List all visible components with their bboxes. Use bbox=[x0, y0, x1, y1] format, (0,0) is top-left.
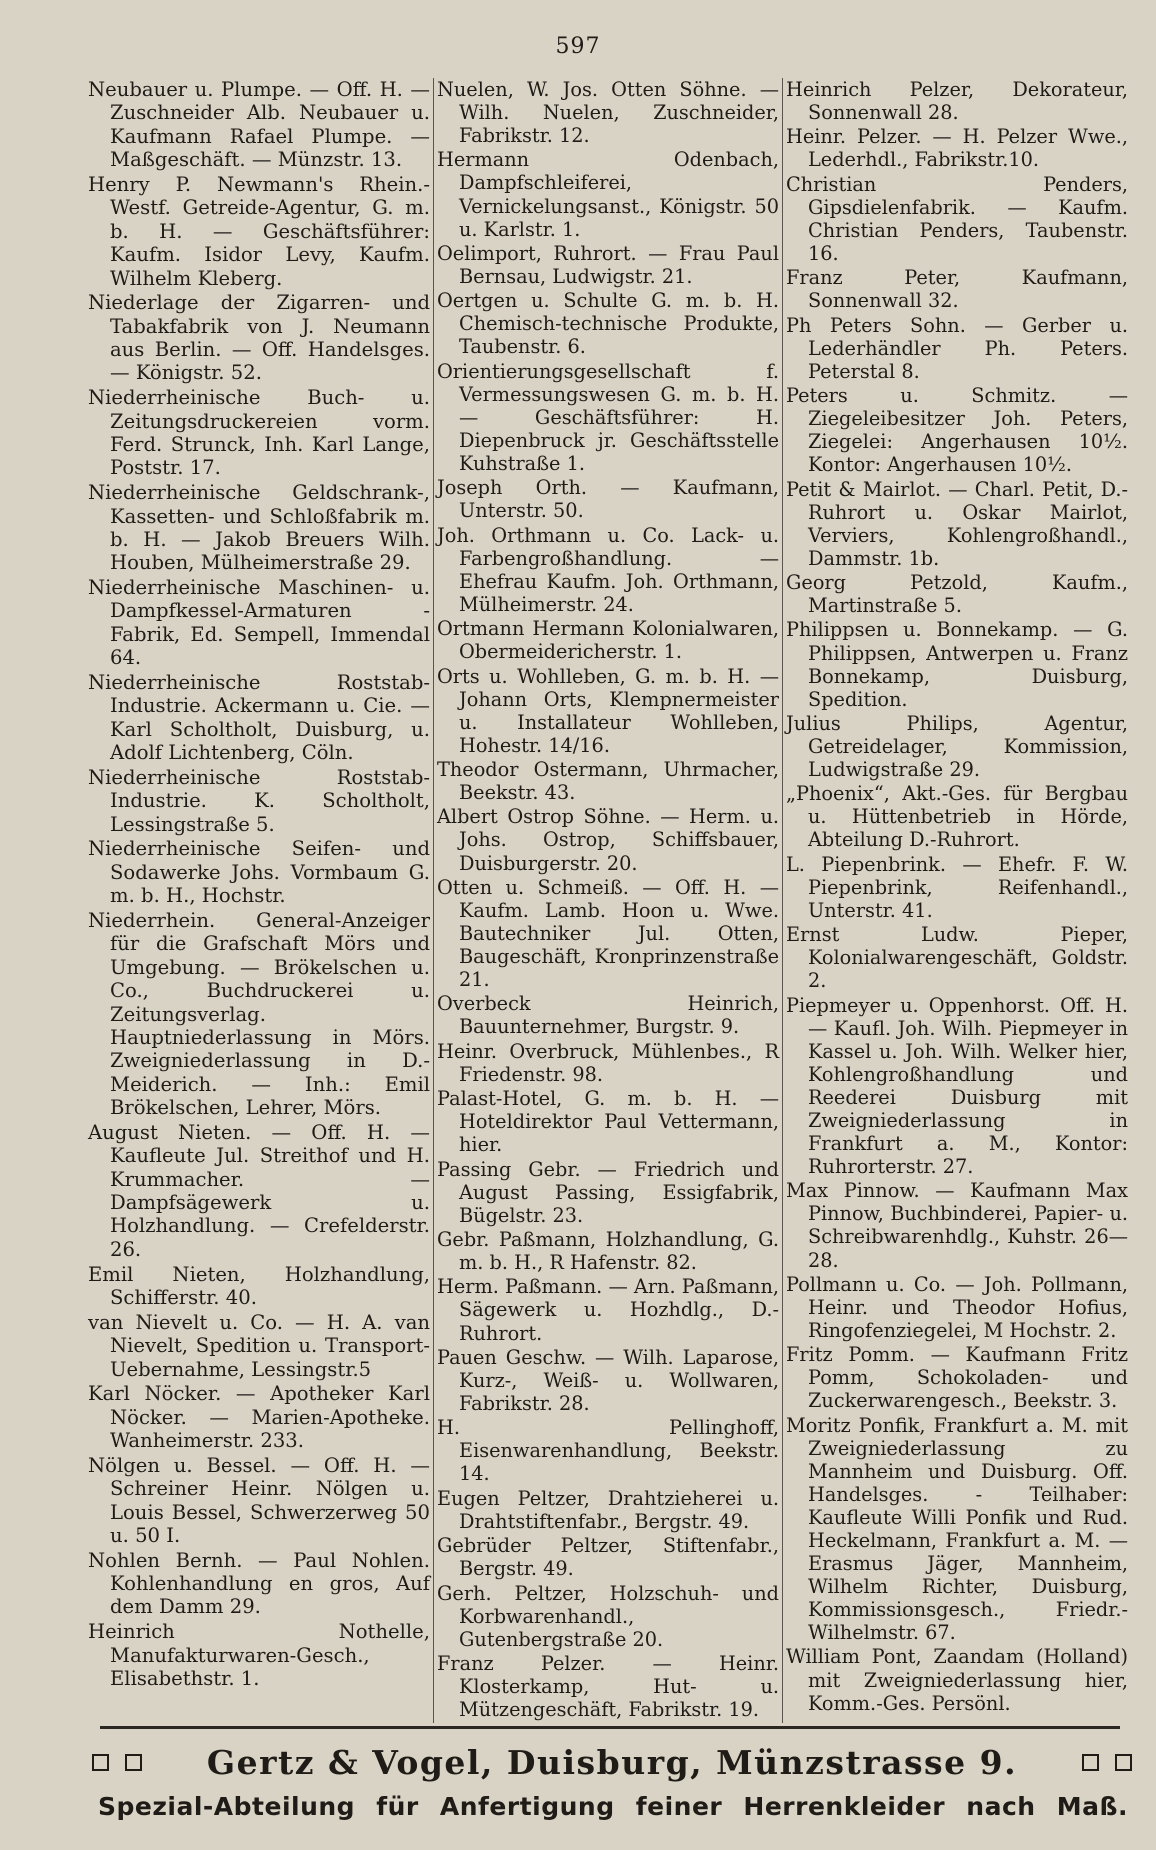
directory-entry: Nuelen, W. Jos. Otten Söhne. — Wilh. Nuelen, Zuschneider, Fabrikstr. 12. bbox=[437, 78, 779, 148]
ornament-boxes-left bbox=[92, 1754, 142, 1771]
directory-entry: Joh. Orthmann u. Co. Lack- u. Farbengroßhandlung. — Ehefrau Kaufm. Joh. Orthmann, Mülheimerstr. 24. bbox=[437, 523, 779, 616]
directory-entry: Franz Pelzer. — Heinr. Klosterkamp, Hut- u. Mützengeschäft, Fabrikstr. 19. bbox=[437, 1651, 779, 1722]
directory-entry: Niederrheinische Seifen- und Sodawerke Johs. Vormbaum G. m. b. H., Hochstr. bbox=[88, 837, 430, 908]
directory-entry: Niederrheinische Roststab-Industrie. Ackermann u. Cie. — Karl Scholtholt, Duisburg, u. Adolf Lichtenberg, Cöln. bbox=[88, 670, 430, 765]
directory-entry: Gebr. Paßmann, Holzhandlung, G. m. b. H., R Hafenstr. 82. bbox=[437, 1228, 779, 1275]
directory-entry: Peters u. Schmitz. — Ziegeleibesitzer Joh. Peters, Ziegelei: Angerhausen 10½. Kontor: Angerhausen 10½. bbox=[786, 384, 1128, 477]
directory-entry: Orts u. Wohlleben, G. m. b. H. — Johann Orts, Klempnermeister u. Installateur Wohlleben, Hohestr. 14/16. bbox=[437, 664, 779, 757]
directory-entry: Gebrüder Peltzer, Stiftenfabr., Bergstr. 49. bbox=[437, 1534, 779, 1581]
directory-entry: Moritz Ponfik, Frankfurt a. M. mit Zweigniederlassung zu Mannheim und Duisburg. Off. Handelsges. - Teilhaber: Kaufleute Willi Ponfik und Rud. Heckelmann, Frankfurt a. M. — Erasmus Jäger, Mannheim, Wilhelm Richter, Duisburg, Kommissionsgesch., Friedr.-Wilhelmstr. 67. bbox=[786, 1413, 1128, 1645]
tagline-word: feiner bbox=[635, 1792, 723, 1821]
directory-column-2 bbox=[437, 78, 779, 1723]
directory-entry: August Nieten. — Off. H. — Kaufleute Jul. Streithof und H. Krummacher. — Dampfsägewerk u. Holzhandlung. — Crefelderstr. 26. bbox=[88, 1120, 430, 1261]
directory-entry: H. Pellinghoff, Eisenwarenhandlung, Beekstr. 14. bbox=[437, 1416, 779, 1486]
tagline-word: nach bbox=[966, 1792, 1036, 1821]
directory-entry: Petit & Mairlot. — Charl. Petit, D.-Ruhrort u. Oskar Mairlot, Verviers, Kohlengroßhandl., Dammstr. 1b. bbox=[786, 477, 1128, 570]
square-ornament-icon bbox=[125, 1754, 142, 1771]
directory-entry: Piepmeyer u. Oppenhorst. Off. H. — Kaufl. Joh. Wilh. Piepmeyer in Kassel u. Joh. Wilh. Welker hier, Kohlengroßhandlung und Reederei Duisburg mit Zweigniederlassung in Frankfurt a. M., Kontor: Ruhrorterstr. 27. bbox=[786, 993, 1128, 1179]
directory-entry: Max Pinnow. — Kaufmann Max Pinnow, Buchbinderei, Papier- u. Schreibwarenhdlg., Kuhstr. 26—28. bbox=[786, 1179, 1128, 1272]
column-divider bbox=[782, 78, 783, 1723]
directory-entry: Karl Nöcker. — Apotheker Karl Nöcker. — Marien-Apotheke. Wanheimerstr. 233. bbox=[88, 1382, 430, 1453]
directory-entry: van Nievelt u. Co. — H. A. van Nievelt, Spedition u. Transport-Uebernahme, Lessingstr.5 bbox=[88, 1310, 430, 1381]
directory-entry: Pollmann u. Co. — Joh. Pollmann, Heinr. und Theodor Hofius, Ringofenziegelei, M Hochstr. 2. bbox=[786, 1272, 1128, 1342]
tagline-word: Spezial-Abteilung bbox=[98, 1792, 356, 1821]
directory-entry: Nohlen Bernh. — Paul Nohlen. Kohlenhandlung en gros, Auf dem Damm 29. bbox=[88, 1548, 430, 1619]
column-divider bbox=[433, 78, 434, 1723]
directory-entry: Oertgen u. Schulte G. m. b. H. Chemisch-technische Produkte, Taubenstr. 6. bbox=[437, 289, 779, 359]
directory-entry: Neubauer u. Plumpe. — Off. H. — Zuschneider Alb. Neubauer u. Kaufmann Rafael Plumpe. — Maßgeschäft. — Münzstr. 13. bbox=[88, 78, 430, 172]
directory-entry: Ernst Ludw. Pieper, Kolonialwarengeschäft, Goldstr. 2. bbox=[786, 923, 1128, 993]
directory-entry: Heinrich Nothelle, Manufakturwaren-Gesch., Elisabethstr. 1. bbox=[88, 1620, 430, 1690]
directory-entry: L. Piepenbrink. — Ehefr. F. W. Piepenbrink, Reifenhandl., Unterstr. 41. bbox=[786, 852, 1128, 922]
ornament-boxes-right bbox=[1082, 1754, 1132, 1771]
square-ornament-icon bbox=[1115, 1754, 1132, 1771]
tagline-word: Maß. bbox=[1056, 1792, 1128, 1821]
directory-entry: Niederrheinische Geldschrank-, Kassetten- und Schloßfabrik m. b. H. — Jakob Breuers Wilh. Houben, Mülheimerstraße 29. bbox=[88, 481, 430, 575]
directory-entry: Georg Petzold, Kaufm., Martinstraße 5. bbox=[786, 571, 1128, 618]
directory-entry: Herm. Paßmann. — Arn. Paßmann, Sägewerk u. Hozhdlg., D.-Ruhrort. bbox=[437, 1275, 779, 1345]
directory-entry: Julius Philips, Agentur, Getreidelager, Kommission, Ludwigstraße 29. bbox=[786, 711, 1128, 782]
directory-entry: Albert Ostrop Söhne. — Herm. u. Johs. Ostrop, Schiffsbauer, Duisburgerstr. 20. bbox=[437, 805, 779, 875]
directory-entry: Orientierungsgesellschaft f. Vermessungswesen G. m. b. H. — Geschäftsführer: H. Diepenbruck jr. Geschäftsstelle Kuhstraße 1. bbox=[437, 359, 779, 475]
directory-entry: Philippsen u. Bonnekamp. — G. Philippsen, Antwerpen u. Franz Bonnekamp, Duisburg, Spedition. bbox=[786, 618, 1128, 711]
tagline-word: für bbox=[376, 1792, 419, 1821]
directory-entry: Passing Gebr. — Friedrich und August Passing, Essigfabrik, Bügelstr. 23. bbox=[437, 1157, 779, 1227]
directory-entry: Overbeck Heinrich, Bauunternehmer, Burgstr. 9. bbox=[437, 992, 779, 1039]
directory-columns bbox=[88, 78, 1128, 1722]
directory-entry: Hermann Odenbach, Dampfschleiferei, Vernickelungsanst., Königstr. 50 u. Karlstr. 1. bbox=[437, 148, 779, 241]
directory-entry: Theodor Ostermann, Uhrmacher, Beekstr. 43. bbox=[437, 758, 779, 805]
directory-entry: Pauen Geschw. — Wilh. Laparose, Kurz-, Weiß- u. Wollwaren, Fabrikstr. 28. bbox=[437, 1345, 779, 1415]
directory-entry: Fritz Pomm. — Kaufmann Fritz Pomm, Schokoladen- und Zuckerwarengesch., Beekstr. 3. bbox=[786, 1343, 1128, 1413]
square-ornament-icon bbox=[92, 1754, 109, 1771]
page-number: 597 bbox=[555, 34, 601, 59]
square-ornament-icon bbox=[1082, 1754, 1099, 1771]
directory-entry: Heinrich Pelzer, Dekorateur, Sonnenwall 28. bbox=[786, 78, 1128, 125]
directory-entry: Heinr. Overbruck, Mühlenbes., R Friedenstr. 98. bbox=[437, 1039, 779, 1086]
directory-entry: Gerh. Peltzer, Holzschuh- und Korbwarenhandl., Gutenbergstraße 20. bbox=[437, 1581, 779, 1651]
tagline-word: Herrenkleider bbox=[743, 1792, 946, 1821]
directory-entry: Niederlage der Zigarren- und Tabakfabrik von J. Neumann aus Berlin. — Off. Handelsges. — Königstr. 52. bbox=[88, 291, 430, 385]
tagline-word: Anfertigung bbox=[439, 1792, 615, 1821]
advertisement-headline bbox=[92, 1740, 1132, 1784]
directory-entry: Eugen Peltzer, Drahtzieherei u. Drahtstiftenfabr., Bergstr. 49. bbox=[437, 1486, 779, 1533]
directory-entry: Christian Penders, Gipsdielenfabrik. — Kaufm. Christian Penders, Taubenstr. 16. bbox=[786, 172, 1128, 265]
advertisement-rule bbox=[100, 1726, 1120, 1729]
directory-entry: Niederrhein. General-Anzeiger für die Grafschaft Mörs und Umgebung. — Brökelschen u. Co., Buchdruckerei u. Zeitungsverlag. Hauptniederlassung in Mörs. Zweigniederlassung in D.-Meiderich. — Inh.: Emil Brökelschen, Lehrer, Mörs. bbox=[88, 908, 430, 1120]
advertisement-tagline bbox=[98, 1792, 1128, 1821]
directory-entry: Niederrheinische Roststab-Industrie. K. Scholtholt, Lessingstraße 5. bbox=[88, 765, 430, 836]
directory-entry: Nölgen u. Bessel. — Off. H. — Schreiner Heinr. Nölgen u. Louis Bessel, Schwerzerweg 50 u. 50 I. bbox=[88, 1453, 430, 1547]
directory-entry: Henry P. Newmann's Rhein.-Westf. Getreide-Agentur, G. m. b. H. — Geschäftsführer: Kaufm. Isidor Levy, Kaufm. Wilhelm Kleberg. bbox=[88, 172, 430, 290]
directory-entry: Palast-Hotel, G. m. b. H. — Hoteldirektor Paul Vettermann, hier. bbox=[437, 1087, 779, 1157]
advertisement-company: Gertz & Vogel, Duisburg, Münzstrasse 9. bbox=[206, 1742, 1018, 1782]
directory-column-3 bbox=[786, 78, 1128, 1723]
directory-entry: Emil Nieten, Holzhandlung, Schifferstr. 40. bbox=[88, 1262, 430, 1309]
directory-entry: Ph Peters Sohn. — Gerber u. Lederhändler Ph. Peters. Peterstal 8. bbox=[786, 313, 1128, 383]
directory-column-1 bbox=[88, 78, 430, 1723]
directory-entry: Niederrheinische Maschinen- u. Dampfkessel-Armaturen - Fabrik, Ed. Sempell, Immendal 64. bbox=[88, 576, 430, 670]
directory-entry: „Phoenix“, Akt.-Ges. für Bergbau u. Hüttenbetrieb in Hörde, Abteilung D.-Ruhrort. bbox=[786, 782, 1128, 852]
directory-entry: Ortmann Hermann Kolonialwaren, Obermeidericherstr. 1. bbox=[437, 617, 779, 664]
directory-entry: Franz Peter, Kaufmann, Sonnenwall 32. bbox=[786, 266, 1128, 313]
directory-entry: William Pont, Zaandam (Holland) mit Zweigniederlassung hier, Komm.-Ges. Persönl. bbox=[786, 1645, 1128, 1715]
directory-entry: Otten u. Schmeiß. — Off. H. — Kaufm. Lamb. Hoon u. Wwe. Bautechniker Jul. Otten, Baugeschäft, Kronprinzenstraße 21. bbox=[437, 875, 779, 992]
directory-entry: Joseph Orth. — Kaufmann, Unterstr. 50. bbox=[437, 476, 779, 523]
directory-entry: Heinr. Pelzer. — H. Pelzer Wwe., Lederhdl., Fabrikstr.10. bbox=[786, 125, 1128, 172]
directory-entry: Niederrheinische Buch- u. Zeitungsdruckereien vorm. Ferd. Strunck, Inh. Karl Lange, Poststr. 17. bbox=[88, 386, 430, 480]
directory-entry: Oelimport, Ruhrort. — Frau Paul Bernsau, Ludwigstr. 21. bbox=[437, 241, 779, 288]
